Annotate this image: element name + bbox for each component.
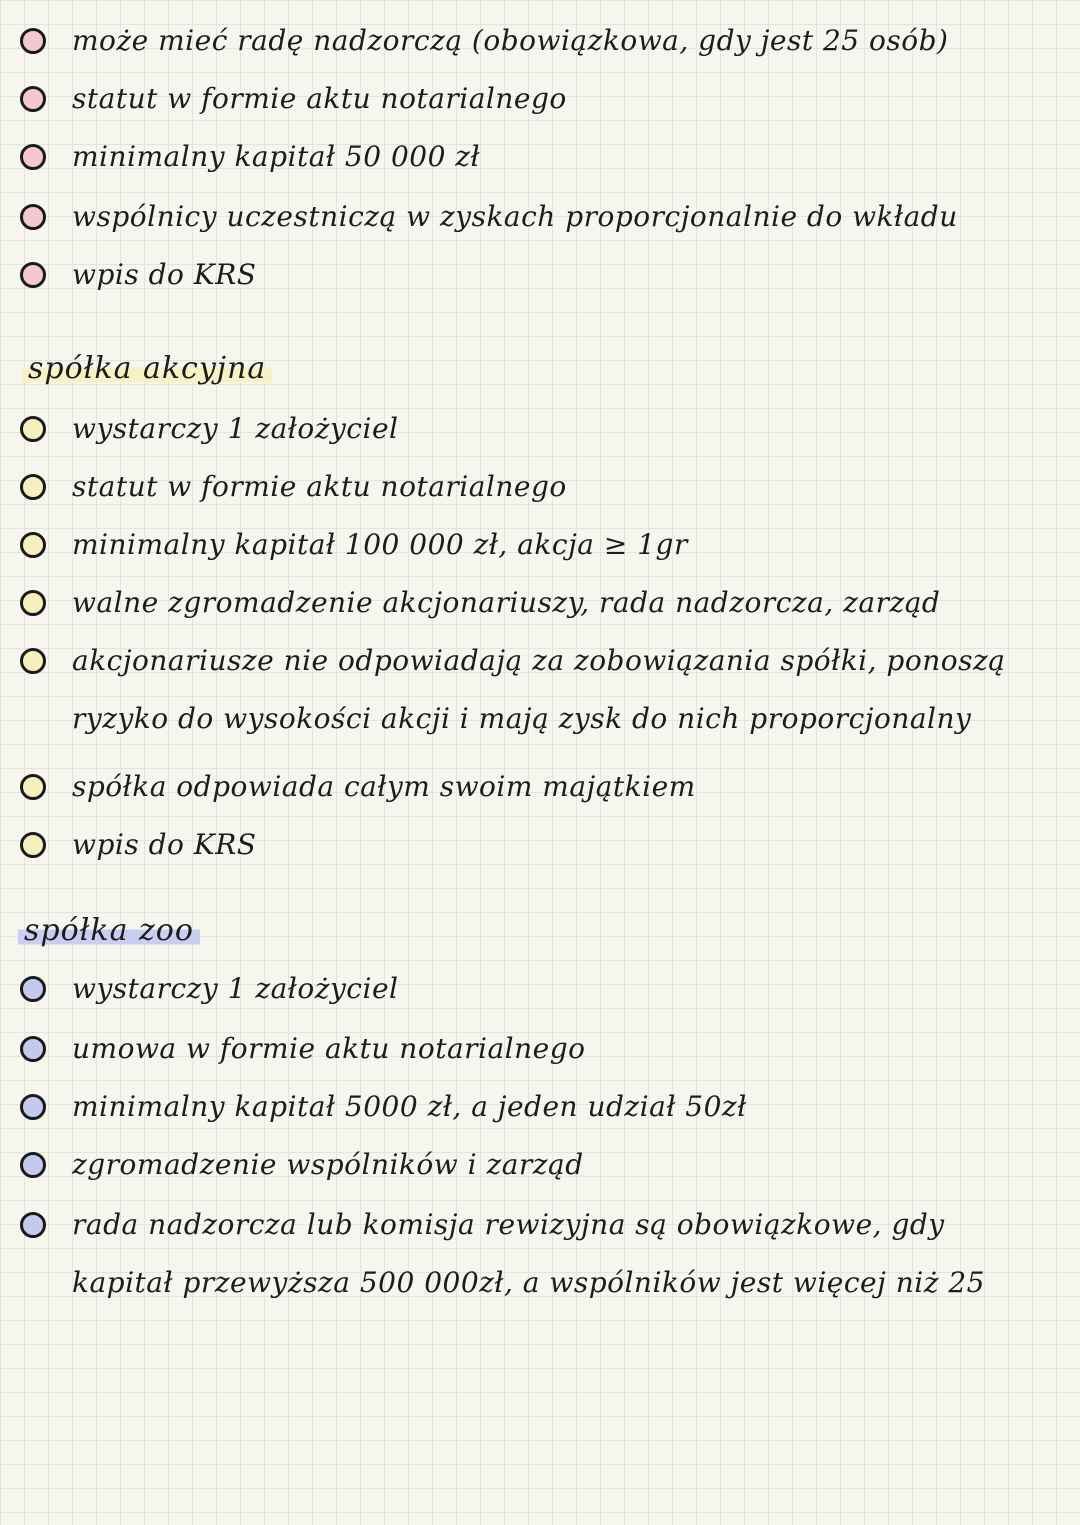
circle-bullet-icon [20,976,46,1002]
circle-bullet-icon [20,416,46,442]
list-item-text: wystarczy 1 założyciel [72,412,399,445]
list-item-text: walne zgromadzenie akcjonariuszy, rada nadzorcza, zarząd [72,586,941,619]
circle-bullet-icon [20,204,46,230]
circle-bullet-icon [20,774,46,800]
list-item-text: akcjonariusze nie odpowiadają za zobowiązania spółki, ponoszą ryzyko do wysokości akcji i mają zysk do nich proporcjonalny [72,644,1006,735]
circle-bullet-icon [20,144,46,170]
circle-bullet-icon [20,1036,46,1062]
list-item-text: może mieć radę nadzorczą (obowiązkowa, gdy jest 25 osób) [72,24,949,57]
circle-bullet-icon [20,590,46,616]
list-item-text: wspólnicy uczestniczą w zyskach proporcjonalnie do wkładu [72,200,958,233]
list-item-text: umowa w formie aktu notarialnego [72,1032,586,1065]
circle-bullet-icon [20,262,46,288]
circle-bullet-icon [20,1094,46,1120]
list-item-text: zgromadzenie wspólników i zarząd [72,1148,584,1181]
circle-bullet-icon [20,474,46,500]
list-item-text: minimalny kapitał 100 000 zł, akcja ≥ 1gr [72,528,688,561]
list-item-text: wystarczy 1 założyciel [72,972,399,1005]
circle-bullet-icon [20,648,46,674]
list-item-text: minimalny kapitał 5000 zł, a jeden udział 50zł [72,1090,747,1123]
circle-bullet-icon [20,86,46,112]
circle-bullet-icon [20,1152,46,1178]
list-item-text: statut w formie aktu notarialnego [72,470,567,503]
section-title: spółka akcyjna [22,354,272,384]
list-item-text: minimalny kapitał 50 000 zł [72,140,481,173]
list-item-text: statut w formie aktu notarialnego [72,82,567,115]
circle-bullet-icon [20,1212,46,1238]
list-item-text: spółka odpowiada całym swoim majątkiem [72,770,696,803]
circle-bullet-icon [20,532,46,558]
list-item-text: wpis do KRS [72,258,257,291]
section-title: spółka zoo [18,916,200,946]
list-item-text: wpis do KRS [72,828,257,861]
circle-bullet-icon [20,28,46,54]
circle-bullet-icon [20,832,46,858]
list-item-text: rada nadzorcza lub komisja rewizyjna są obowiązkowe, gdy kapitał przewyższa 500 000zł, a wspólników jest więcej niż 25 [72,1208,985,1299]
